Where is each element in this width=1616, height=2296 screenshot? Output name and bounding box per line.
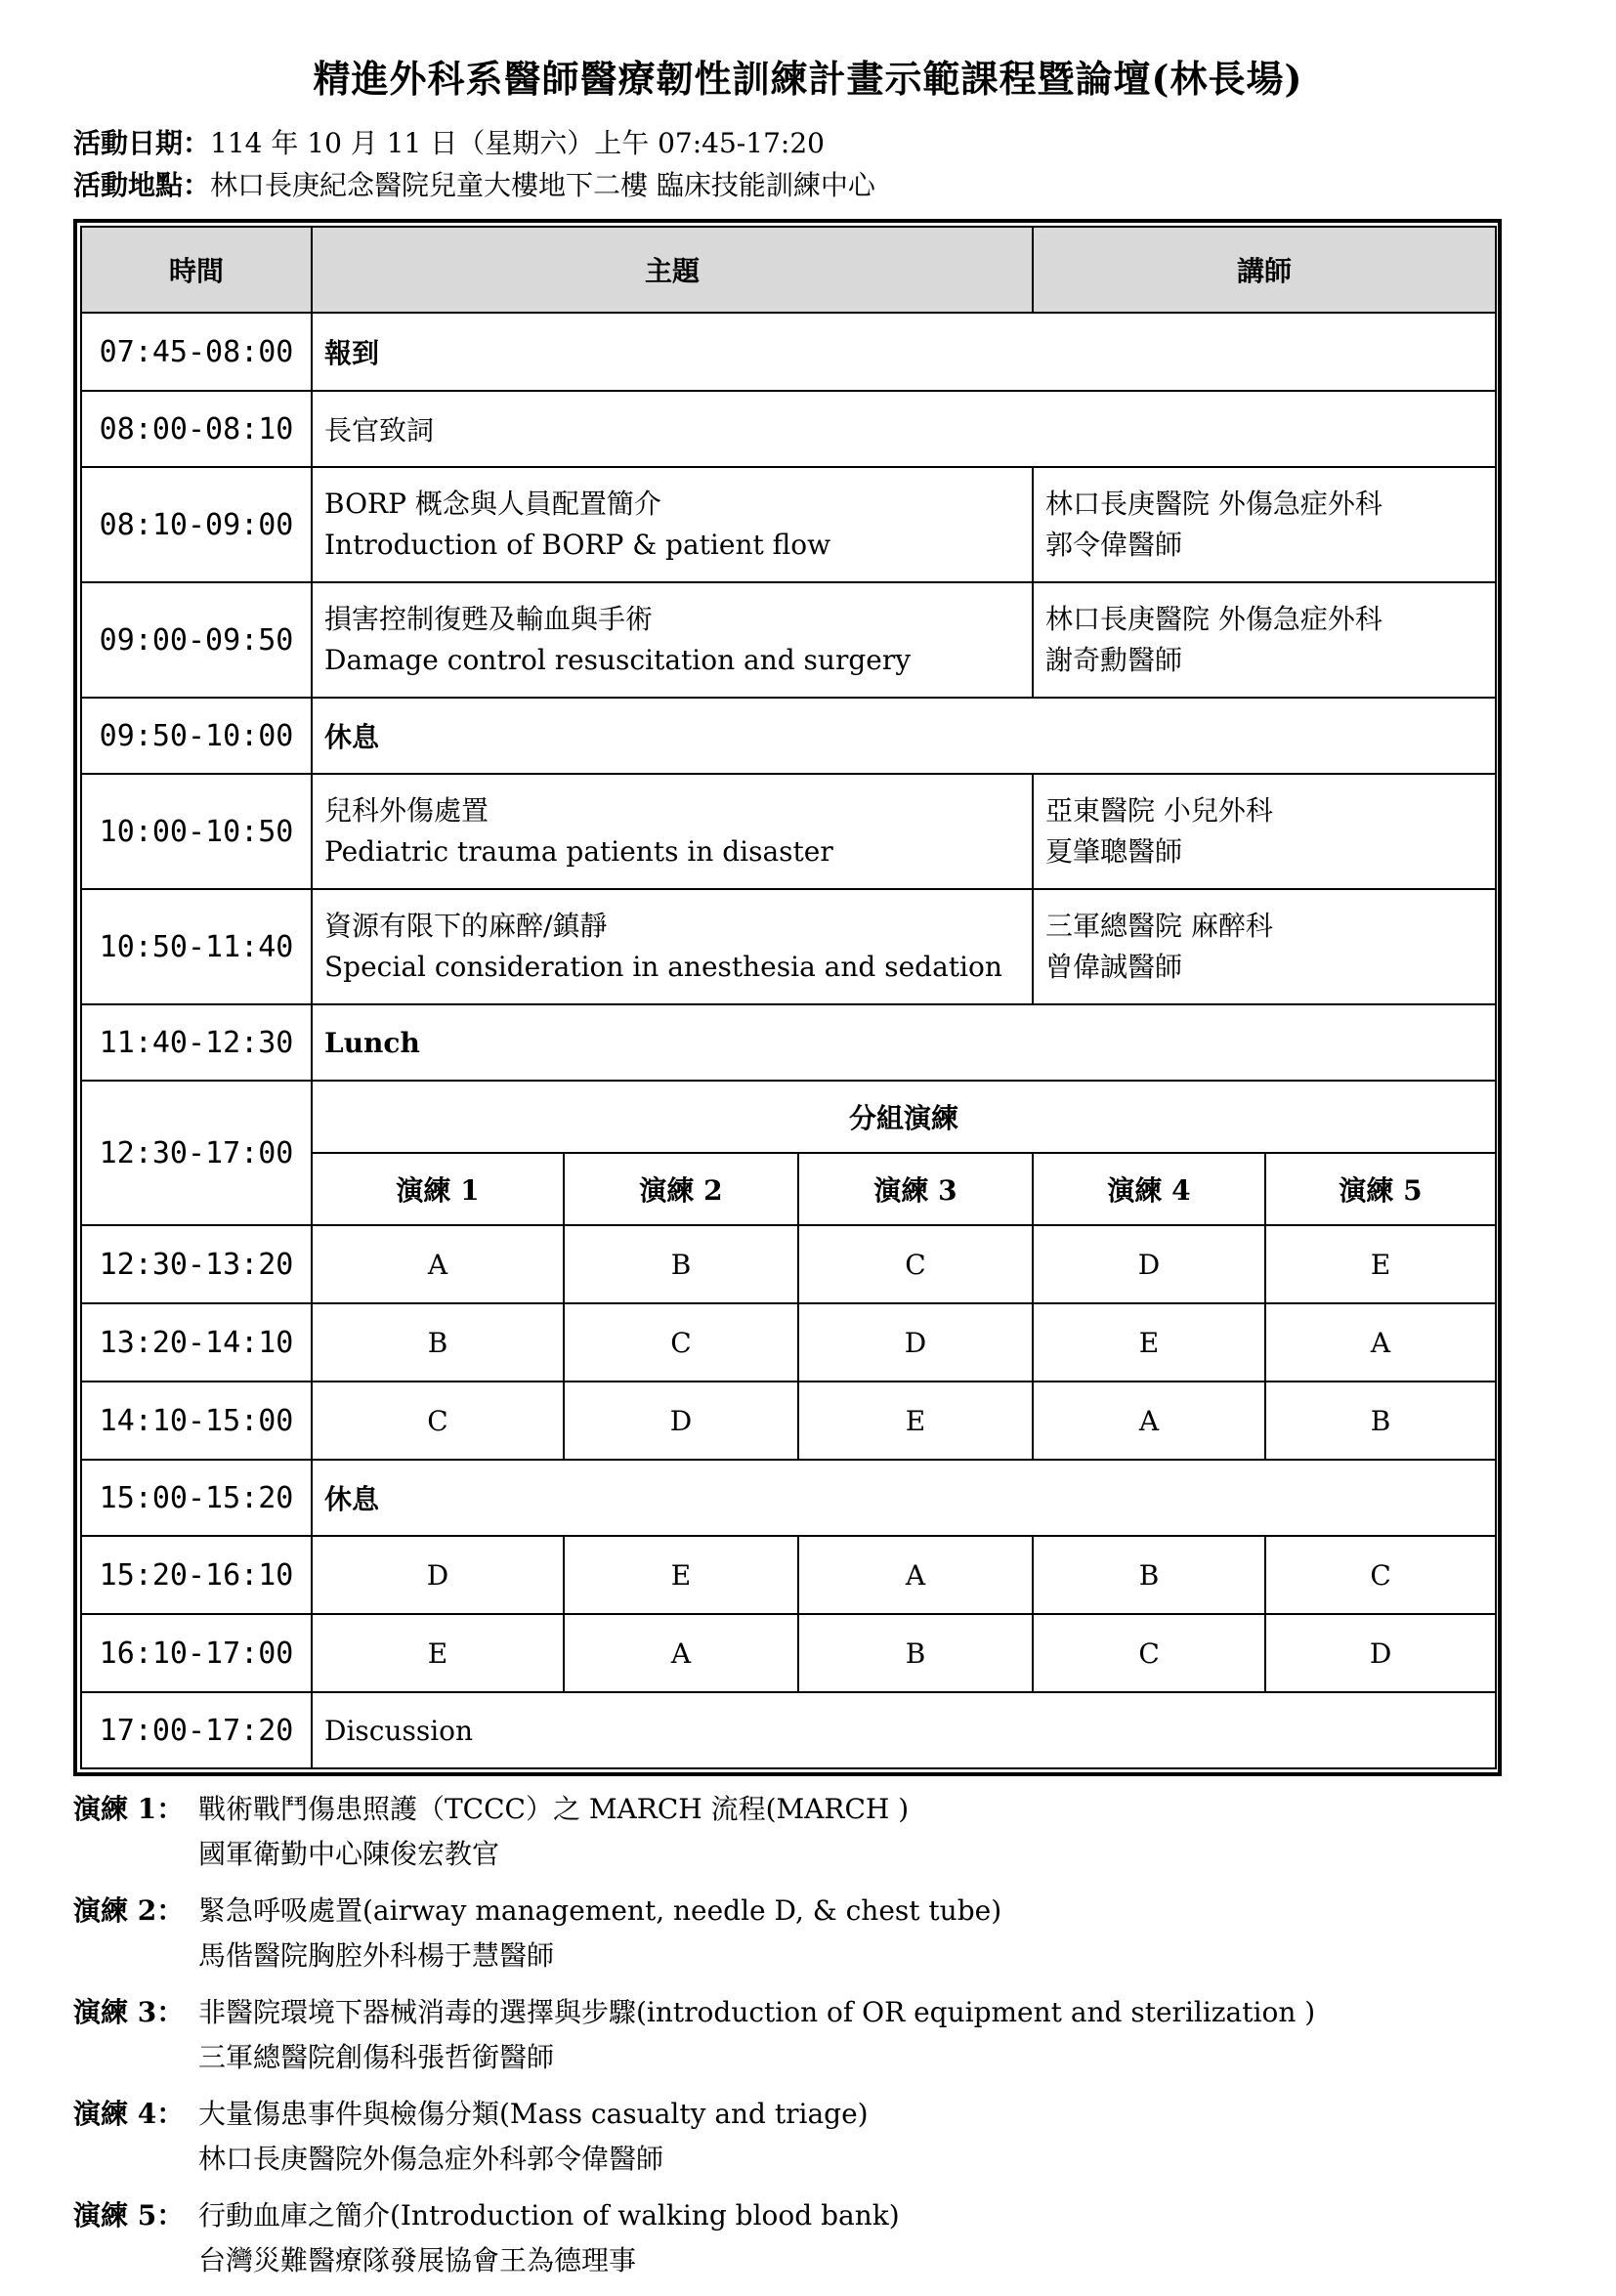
drill-cell: A: [1033, 1382, 1265, 1460]
event-venue: [73, 164, 875, 203]
row-time: 16:10-17:00: [81, 1614, 312, 1692]
drill-cell: A: [798, 1536, 1033, 1614]
drill-header: 演練 1: [312, 1153, 564, 1225]
drill-note-topic: 大量傷患事件與檢傷分類(Mass casualty and triage): [198, 2098, 869, 2130]
row-time: 12:30-13:20: [81, 1225, 312, 1303]
drill-cell: A: [312, 1225, 564, 1303]
row-time: 09:00-09:50: [81, 582, 312, 698]
table-row: [81, 313, 1496, 391]
drill-cell: A: [1265, 1303, 1496, 1382]
drill-note: [73, 2194, 1539, 2278]
event-date-value: 114 年 10 月 11 日（星期六）上午 07:45-17:20: [210, 127, 825, 159]
table-row: [81, 774, 1496, 889]
row-topic: [312, 467, 1033, 582]
speaker-name: 郭令偉醫師: [1045, 529, 1183, 561]
row-speaker: [1033, 774, 1496, 889]
table-row: [81, 391, 1496, 467]
drill-cell: B: [1033, 1536, 1265, 1614]
drill-note-label: 演練 1：: [73, 1793, 185, 1825]
table-row: [81, 1460, 1496, 1536]
drill-cell: B: [1265, 1382, 1496, 1460]
speaker-affiliation: 亞東醫院 小兒外科: [1045, 794, 1273, 827]
drill-note-topic: 戰術戰鬥傷患照護（TCCC）之 MARCH 流程(MARCH ): [198, 1793, 910, 1825]
row-time: 13:20-14:10: [81, 1303, 312, 1382]
table-row: [81, 698, 1496, 774]
header-topic: 主題: [312, 227, 1033, 313]
drill-note-topic: 非醫院環境下器械消毒的選擇與步驟(introduction of OR equipment and sterilization ): [198, 1996, 1316, 2028]
drill-note-label: 演練 2：: [73, 1894, 185, 1927]
drill-cell: D: [1033, 1225, 1265, 1303]
table-row: [81, 1225, 1496, 1303]
table-row: [81, 1692, 1496, 1768]
row-time: 07:45-08:00: [81, 313, 312, 391]
event-date: [73, 122, 825, 161]
schedule-table: [80, 226, 1497, 1769]
row-speaker: [1033, 467, 1496, 582]
row-topic: Lunch: [312, 1004, 1496, 1081]
drill-cell: D: [1265, 1614, 1496, 1692]
row-time: 11:40-12:30: [81, 1004, 312, 1081]
row-topic: Discussion: [312, 1692, 1496, 1768]
drill-cell: E: [564, 1536, 798, 1614]
speaker-name: 謝奇勳醫師: [1045, 644, 1183, 676]
drill-cell: D: [564, 1382, 798, 1460]
row-time: 08:10-09:00: [81, 467, 312, 582]
header-speaker: 講師: [1033, 227, 1496, 313]
schedule-table-frame: [73, 219, 1502, 1776]
drill-note-topic: 緊急呼吸處置(airway management, needle D, & chest tube): [198, 1894, 1002, 1927]
drill-note-instructor: 國軍衛勤中心陳俊宏教官: [198, 1838, 500, 1870]
table-row: [81, 1536, 1496, 1614]
table-header-row: [81, 227, 1496, 313]
table-row: [81, 467, 1496, 582]
speaker-affiliation: 林口長庚醫院 外傷急症外科: [1045, 488, 1382, 520]
row-topic: [312, 582, 1033, 698]
table-row: [81, 1382, 1496, 1460]
row-time: 12:30-17:00: [81, 1081, 312, 1225]
drill-note-label: 演練 4：: [73, 2098, 185, 2130]
group-drill-title: 分組演練: [312, 1081, 1496, 1153]
row-topic: [312, 774, 1033, 889]
row-topic: 長官致詞: [312, 391, 1496, 467]
header-time: 時間: [81, 227, 312, 313]
row-time: 10:00-10:50: [81, 774, 312, 889]
drill-note-instructor: 林口長庚醫院外傷急症外科郭令偉醫師: [198, 2143, 664, 2175]
drill-cell: C: [798, 1225, 1033, 1303]
drill-cell: C: [312, 1382, 564, 1460]
topic-zh: 資源有限下的麻醉/鎮靜: [324, 910, 608, 942]
row-speaker: [1033, 889, 1496, 1004]
drill-note: [73, 1890, 1539, 1974]
drill-header: 演練 2: [564, 1153, 798, 1225]
table-row: [81, 1081, 1496, 1153]
topic-zh: 損害控制復甦及輸血與手術: [324, 603, 654, 635]
drill-cell: C: [1033, 1614, 1265, 1692]
row-time: 17:00-17:20: [81, 1692, 312, 1768]
topic-en: Pediatric trauma patients in disaster: [324, 835, 833, 868]
drill-note: [73, 1991, 1539, 2075]
row-topic: 休息: [312, 698, 1496, 774]
page-title: 精進外科系醫師醫療韌性訓練計畫示範課程暨論壇(林長場): [313, 57, 1303, 101]
drill-note-label: 演練 3：: [73, 1996, 185, 2028]
table-row: [81, 889, 1496, 1004]
speaker-name: 夏肇聰醫師: [1045, 835, 1183, 868]
drill-cell: E: [798, 1382, 1033, 1460]
table-row: [81, 582, 1496, 698]
topic-en: Introduction of BORP & patient flow: [324, 529, 831, 561]
drill-header: 演練 4: [1033, 1153, 1265, 1225]
row-topic: 休息: [312, 1460, 1496, 1536]
drill-note-instructor: 馬偕醫院胸腔外科楊于慧醫師: [198, 1939, 555, 1972]
drill-cell: A: [564, 1614, 798, 1692]
speaker-affiliation: 林口長庚醫院 外傷急症外科: [1045, 603, 1382, 635]
drill-note-instructor: 三軍總醫院創傷科張哲銜醫師: [198, 2041, 555, 2073]
table-row: [81, 1303, 1496, 1382]
topic-zh: 兒科外傷處置: [324, 794, 489, 827]
drill-cell: E: [1033, 1303, 1265, 1382]
drill-note: [73, 2093, 1539, 2177]
drill-cell: D: [312, 1536, 564, 1614]
row-time: 09:50-10:00: [81, 698, 312, 774]
table-row: [81, 1004, 1496, 1081]
drill-note: [73, 1788, 1539, 1872]
table-row: [81, 1614, 1496, 1692]
event-venue-label: 活動地點：: [73, 169, 211, 201]
drill-cell: B: [564, 1225, 798, 1303]
drill-header: 演練 5: [1265, 1153, 1496, 1225]
speaker-name: 曾偉誠醫師: [1045, 951, 1183, 983]
row-time: 15:20-16:10: [81, 1536, 312, 1614]
drill-cell: C: [1265, 1536, 1496, 1614]
event-venue-value: 林口長庚紀念醫院兒童大樓地下二樓 臨床技能訓練中心: [210, 169, 875, 201]
topic-zh: BORP 概念與人員配置簡介: [324, 488, 661, 520]
drill-cell: E: [312, 1614, 564, 1692]
drill-header: 演練 3: [798, 1153, 1033, 1225]
drill-cell: D: [798, 1303, 1033, 1382]
row-time: 10:50-11:40: [81, 889, 312, 1004]
drill-cell: B: [312, 1303, 564, 1382]
drill-note-topic: 行動血庫之簡介(Introduction of walking blood bank): [198, 2199, 900, 2232]
drill-cell: B: [798, 1614, 1033, 1692]
event-date-label: 活動日期：: [73, 127, 211, 159]
row-topic: [312, 889, 1033, 1004]
row-speaker: [1033, 582, 1496, 698]
drill-cell: E: [1265, 1225, 1496, 1303]
drill-note-instructor: 台灣災難醫療隊發展協會王為德理事: [198, 2244, 637, 2276]
row-time: 08:00-08:10: [81, 391, 312, 467]
row-topic: 報到: [312, 313, 1496, 391]
drill-notes: [73, 1788, 1539, 2296]
drill-cell: C: [564, 1303, 798, 1382]
drill-note-label: 演練 5：: [73, 2199, 185, 2232]
speaker-affiliation: 三軍總醫院 麻醉科: [1045, 910, 1273, 942]
row-time: 15:00-15:20: [81, 1460, 312, 1536]
topic-en: Special consideration in anesthesia and sedation: [324, 951, 1002, 983]
row-time: 14:10-15:00: [81, 1382, 312, 1460]
topic-en: Damage control resuscitation and surgery: [324, 644, 912, 676]
